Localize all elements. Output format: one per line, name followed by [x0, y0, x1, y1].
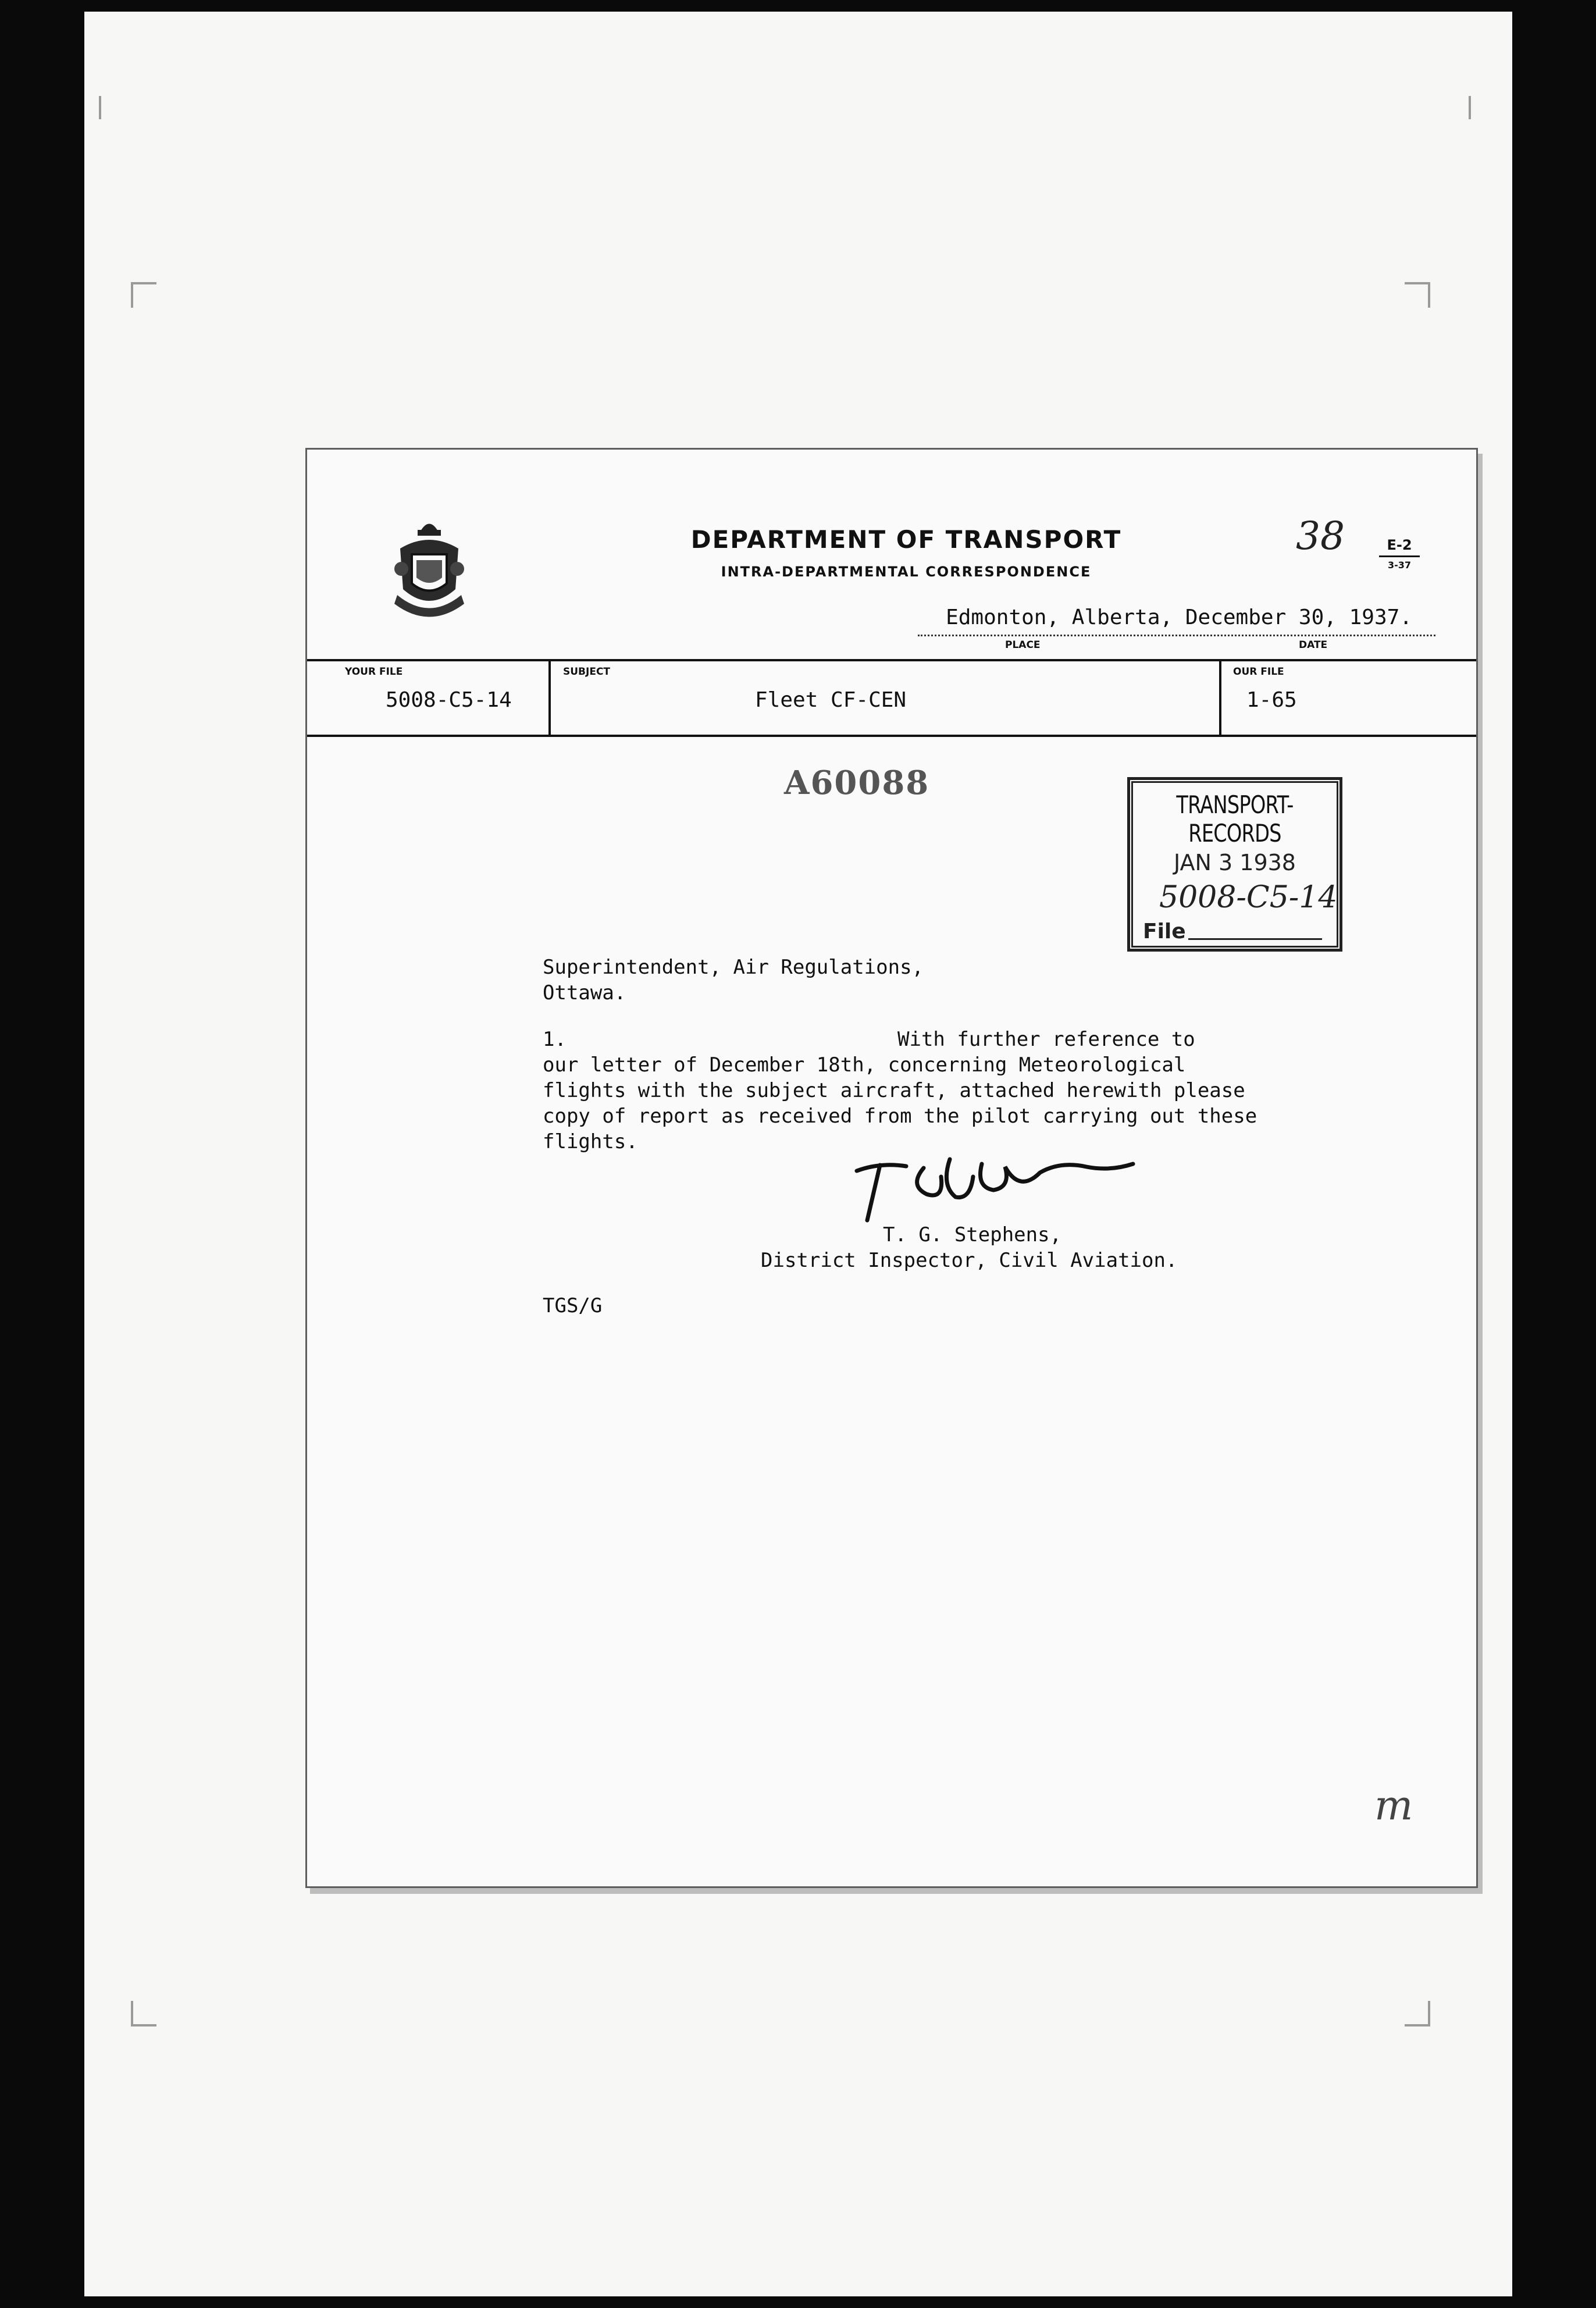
our-file-value: 1-65: [1246, 688, 1297, 712]
fields-divider-2: [1219, 660, 1221, 735]
stamp-date: JAN 3 1938: [1173, 850, 1296, 875]
addressee-line-2: Ottawa.: [543, 981, 626, 1005]
paragraph-line-1: With further reference to: [897, 1028, 1195, 1051]
subject-label: SUBJECT: [563, 666, 611, 678]
paragraph-line-5: flights.: [543, 1130, 638, 1153]
fields-bottom-rule: [307, 735, 1476, 737]
memo-sheet: [305, 448, 1478, 1888]
stamp-file-line: [1188, 938, 1322, 940]
correspondence-subtitle: INTRA-DEPARTMENTAL CORRESPONDENCE: [721, 564, 1092, 580]
paragraph-line-4: copy of report as received from the pilot carrying out these: [543, 1105, 1257, 1128]
paragraph-line-2: our letter of December 18th, concerning Meteorological: [543, 1053, 1186, 1077]
form-number: E-2: [1387, 537, 1412, 553]
signer-name: T. G. Stephens,: [883, 1223, 1062, 1246]
stamp-handwritten-file: 5008-C5-14: [1159, 880, 1338, 915]
accession-number: A60088: [784, 764, 930, 802]
fields-top-rule: [307, 659, 1476, 661]
stamp-file-label: File: [1143, 920, 1186, 943]
fields-divider-1: [548, 660, 551, 735]
stamp-title: TRANSPORT-RECORDS: [1176, 790, 1294, 847]
folio-number: 38: [1296, 514, 1345, 558]
place-date-line: Edmonton, Alberta, December 30, 1937.: [946, 606, 1412, 629]
our-file-label: OUR FILE: [1233, 666, 1284, 678]
coat-of-arms-icon: [389, 514, 470, 621]
handwritten-initial-mark: m: [1374, 1782, 1413, 1829]
paragraph-line-3: flights with the subject aircraft, attached herewith please: [543, 1079, 1245, 1102]
reference-initials: TGS/G: [543, 1294, 603, 1317]
form-code: [1379, 537, 1420, 571]
department-heading: DEPARTMENT OF TRANSPORT: [690, 525, 1122, 554]
form-code-rule: [1379, 555, 1420, 557]
crop-mark-top-right: [1445, 96, 1471, 119]
crop-mark-left-mid: [131, 282, 156, 308]
crop-mark-bottom-left: [131, 2001, 156, 2026]
form-revision: 3-37: [1387, 560, 1412, 571]
handwritten-signature: [848, 1142, 1174, 1229]
records-stamp: [1127, 777, 1342, 952]
your-file-label: YOUR FILE: [345, 666, 403, 678]
signer-title: District Inspector, Civil Aviation.: [761, 1249, 1178, 1272]
your-file-value: 5008-C5-14: [386, 688, 512, 712]
place-date-dotted-rule: [918, 635, 1435, 636]
date-label: DATE: [1299, 639, 1328, 651]
place-label: PLACE: [1005, 639, 1041, 651]
crop-mark-bottom-right: [1405, 2001, 1430, 2026]
crop-mark-right-mid: [1405, 282, 1430, 308]
crop-mark-top-left: [99, 96, 124, 119]
paragraph-number: 1.: [543, 1028, 567, 1051]
addressee-line-1: Superintendent, Air Regulations,: [543, 956, 924, 979]
subject-value: Fleet CF-CEN: [755, 688, 907, 712]
